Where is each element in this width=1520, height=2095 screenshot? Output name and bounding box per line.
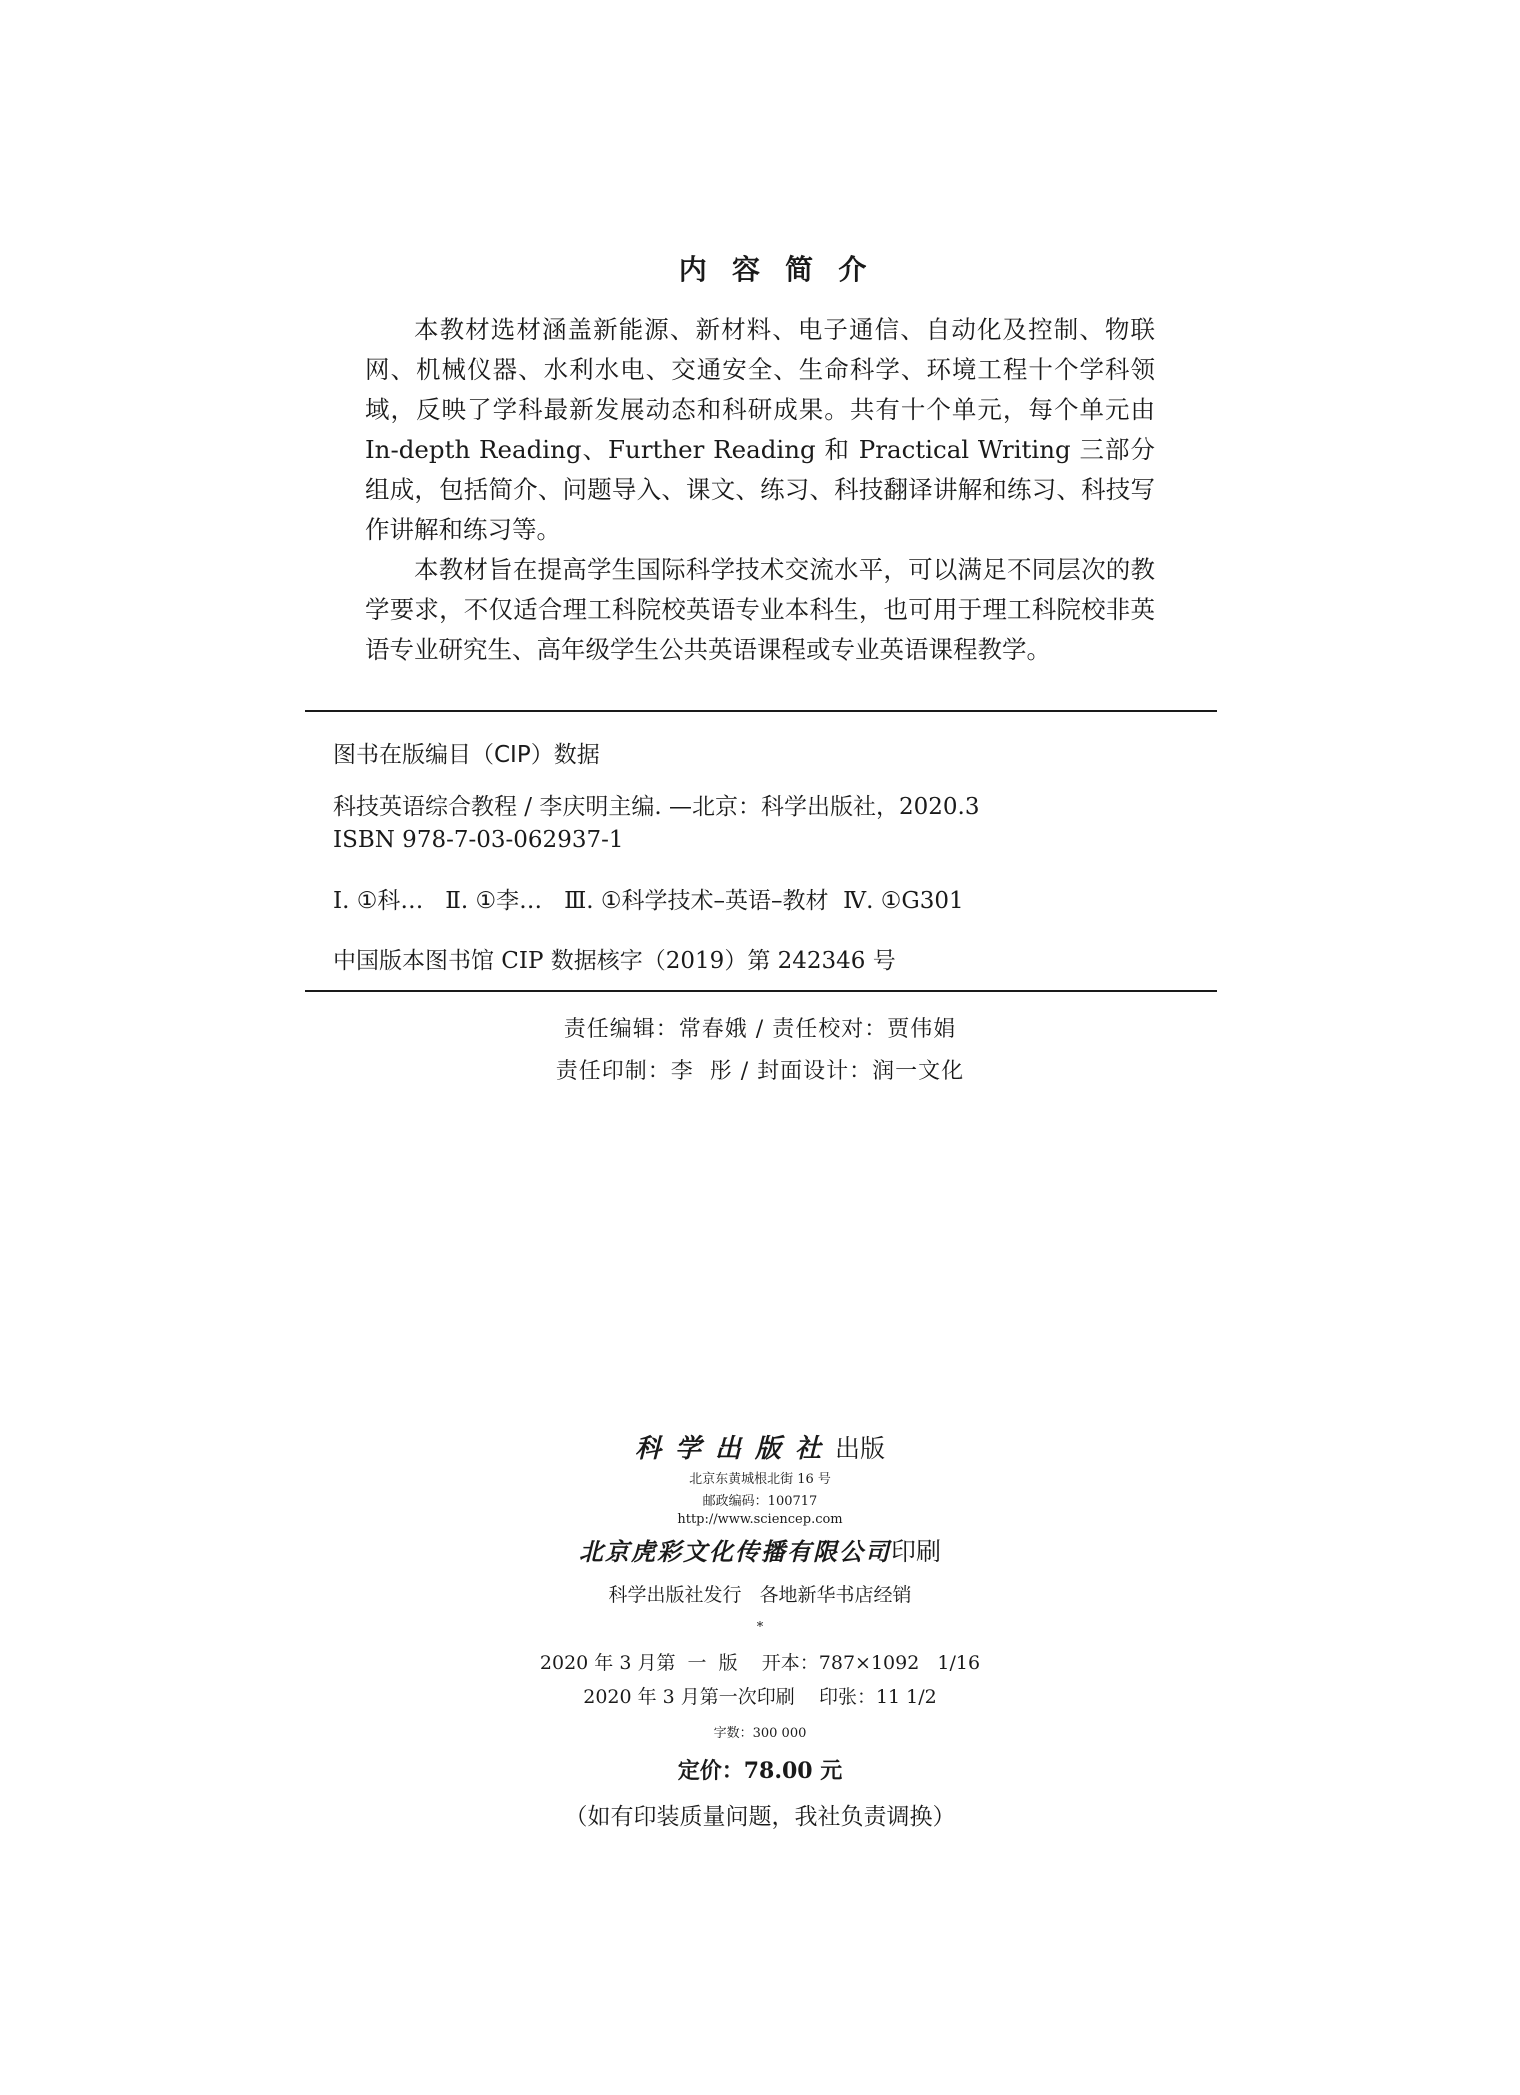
printer-line bbox=[0, 1532, 1520, 1568]
printer-name: 北京虎彩文化传播有限公司 bbox=[578, 1537, 891, 1566]
staff-line-editors: 责任编辑：常春娥 / 责任校对：贾伟娟 bbox=[563, 1017, 957, 1042]
price-value: 78.00 bbox=[743, 1758, 813, 1784]
publisher-website: http://www.sciencep.com bbox=[677, 1512, 843, 1527]
price-line bbox=[0, 1754, 1520, 1785]
edition-line: 2020 年 3 月第 一 版 开本：787×1092 1/16 bbox=[539, 1652, 981, 1674]
publisher-name: 科学出版社 bbox=[634, 1434, 835, 1464]
quality-notice: （如有印装质量问题，我社负责调换） bbox=[564, 1804, 956, 1830]
separator-asterisk: * bbox=[756, 1620, 764, 1635]
printer-suffix: 印刷 bbox=[890, 1537, 941, 1566]
summary-paragraph-2: 本教材旨在提高学生国际科学技术交流水平，可以满足不同层次的教学要求，不仅适合理工科院校英语专业本科生，也可用于理工科院校非英语专业研究生、高年级学生公共英语课程或专业英语课程教学。 bbox=[365, 555, 1155, 664]
distribution-line: 科学出版社发行 各地新华书店经销 bbox=[608, 1584, 912, 1606]
cip-heading: 图书在版编目（CIP）数据 bbox=[333, 742, 600, 768]
price-unit: 元 bbox=[812, 1758, 843, 1784]
cip-line-title: 科技英语综合教程 / 李庆明主编. —北京：科学出版社，2020.3 bbox=[333, 794, 980, 820]
publisher-postcode: 邮政编码：100717 bbox=[702, 1494, 818, 1509]
publisher-address: 北京东黄城根北街 16 号 bbox=[689, 1472, 831, 1487]
staff-line-production: 责任印制：李 彤 / 封面设计：润一文化 bbox=[555, 1059, 965, 1084]
cip-line-record: 中国版本图书馆 CIP 数据核字（2019）第 242346 号 bbox=[333, 948, 896, 974]
cip-block bbox=[333, 0, 1203, 1000]
publisher-suffix: 出版 bbox=[835, 1434, 886, 1463]
cip-bottom-rule bbox=[305, 990, 1217, 992]
summary-title: 内容简介 bbox=[678, 253, 892, 286]
printing-line: 2020 年 3 月第一次印刷 印张：11 1/2 bbox=[583, 1686, 937, 1708]
publisher-line bbox=[0, 1428, 1520, 1465]
cip-line-classification: Ⅰ. ①科… Ⅱ. ①李… Ⅲ. ①科学技术–英语–教材 Ⅳ. ①G301 bbox=[333, 888, 964, 914]
cip-line-isbn: ISBN 978-7-03-062937-1 bbox=[333, 827, 624, 853]
word-count: 字数：300 000 bbox=[713, 1726, 807, 1741]
price-label: 定价： bbox=[677, 1758, 744, 1784]
summary-paragraph-1: 本教材选材涵盖新能源、新材料、电子通信、自动化及控制、物联网、机械仪器、水利水电、交通安全、生命科学、环境工程十个学科领域，反映了学科最新发展动态和科研成果。共有十个单元，每个单元由 In-depth Reading、Further Reading 和 Practical Writing 三部分组成，包括简介、问题导入、课文、练习、科技翻译讲解和练习、科技写作讲解和练习等。 bbox=[365, 315, 1155, 544]
